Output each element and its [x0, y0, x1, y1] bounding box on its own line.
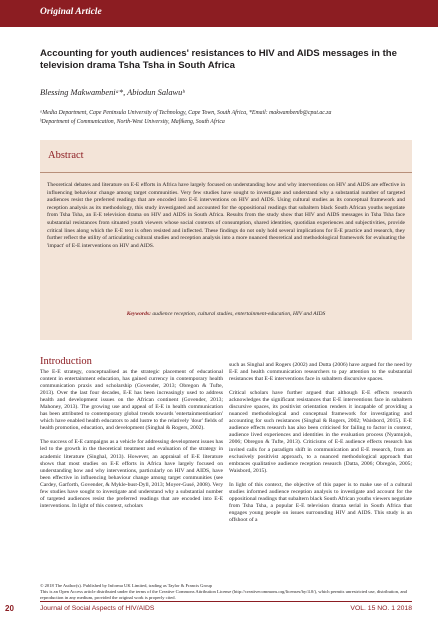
body-paragraph: Critical scholars have further argued that although E-E effects research acknowledges the significant resistances that E-E interventions face in subaltern discursive spaces, its positivist orientation renders it incapable of providing a nuanced methodological and conceptual framework for investigating and accounting for such resistances (Singhal & Rogers, 2002; Waisbord, 2015). E-E audience effects research has also been criticised for failing to factor in context, audience lived experiences and identities in the evaluation process (Nyamnjoh, 2006; Obregon & Tufte, 2013). Criticisms of E-E audience effects research has invited calls for a paradigm shift in communication and E-E research, from an exclusively positivist approach, to a nuanced methodological approach that embraces qualitative audience reception research (Datta, 2006; Obregón, 2005; Waisbord, 2015).: [229, 390, 412, 474]
abstract-body: Theoretical debates and literature on E-E efforts in Africa have largely focused on understanding how and why interventions on HIV and AIDS are effective in influencing behaviour change among target communities. Very few studies have sought to investigate and understand why a substantial number of targeted audiences resist the preferred readings that are encoded into E-E interventions on HIV and AIDS. Using cultural studies as its conceptual framework and reception analysis as its methodology, this study investigated and accounted for the oppositional readings that subaltern black South African youths negotiate from Tsha Tsha, an E-E television drama on HIV and AIDS in South Africa. Results from the study show that HIV and AIDS messages in Tsha Tsha face substantial resistances from situated youth viewers whose social contexts of consumption, shared identities, quotidian experiences and subjectivities, provide critical lines along which the E-E text is often resisted and inflected. These findings do not only hold several implications for E-E practice and research, they further reflect the utility of articulating cultural studies and reception analysis into a more nuanced theoretical and methodological framework for evaluating the 'impact' of E-E interventions on HIV and AIDS.: [47, 182, 405, 249]
introduction-heading: Introduction: [40, 356, 92, 367]
keywords-label: Keywords:: [126, 311, 151, 317]
footer-divider: [40, 601, 412, 602]
keywords-line: [40, 311, 412, 317]
body-paragraph: The E-E strategy, conceptualised as the strategic placement of educational content in entertainment education, has gained currency in contemporary health communication praxis and scholarship (Govender, 2013; Obregon & Tufte, 2013). Over the last four decades, E-E has been increasingly used to address health and development issues on the African continent (Govender, 2013; Mahoney, 2013). The growing use and appeal of E-E in health communication has been attributed to contemporary global trends towards 'entertainmentisation' which have enabled health educators to add lustre to the relatively 'dour' fields of health promotion, education, and development (Singhal & Rogers, 2002).: [40, 369, 223, 432]
body-paragraph: In light of this context, the objective of this paper is to make use of a cultural studies informed audience reception analysis to investigate and account for the oppositional readings that subaltern black South African youths viewers negotiate from Tsha Tsha, a popular E-E television drama serial in South Africa that engages young people on issues surrounding HIV and AIDS. This study is an offshoot of a: [229, 481, 412, 523]
body-column-left: [40, 356, 223, 517]
body-paragraph: The success of E-E campaigns as a vehicle for addressing development issues has led to the growth in the theoretical treatment and evaluation of the strategy in academic literature (Singhal, 2013). However, an appraisal of E-E literature shows that most studies on E-E efforts in Africa have largely focused on understanding how and why interventions, particularly on HIV and AIDS, have been effective in influencing behaviour change among target communities (see Cardey, Garforth, Govender, & Mykle-bust-Dyll, 2013; Moyer-Gusé, 2008). Very few studies have sought to investigate and understand why a substantial number of targeted audiences resist the preferred readings that are encoded into E-E interventions. In light of this context, scholars: [40, 439, 223, 509]
page-number: 20: [5, 604, 14, 613]
volume-info: VOL. 15 NO. 1 2018: [350, 605, 412, 612]
article-type-label: Original Article: [40, 7, 102, 17]
affiliation-a: ᵃMedia Department, Cape Peninsula University of Technology, Cape Town, South Africa, *Email: makwambenib@cput.ac.za: [40, 110, 332, 116]
abstract-divider: [40, 172, 412, 173]
copyright-line: © 2018 The Author(s). Published by Informa UK Limited, trading as Taylor & Francis Group: [40, 583, 212, 588]
affiliation-b: ᵇDepartment of Communication, North-West University, Mafikeng, South Africa: [40, 119, 225, 125]
open-access-statement: This is an Open Access article distributed under the terms of the Creative Commons Attribution License (http://creativecommons.org/licenses/by/4.0/), which permits unrestricted use, distribution, and reproduction in any medium, provided the original work is properly cited.: [40, 588, 407, 600]
article-type-band: [0, 0, 438, 27]
author-list: Blessing Makwambeniᵃ*, Abiodun Salawuᵇ: [40, 88, 185, 97]
body-paragraph: such as Singhal and Rogers (2002) and Dutta (2006) have argued for the need by E-E and health communication researchers to pay attention to the substantial resistances that E-E interventions face in subaltern discursive spaces.: [229, 362, 412, 383]
abstract-heading: Abstract: [48, 150, 84, 161]
keywords-text: audience reception, cultural studies, entertainment-education, HIV and AIDS: [152, 311, 326, 317]
article-title: Accounting for youth audiences' resistances to HIV and AIDS messages in the television drama Tsha Tsha in South Africa: [40, 48, 397, 71]
license-note: [40, 583, 412, 601]
journal-name: Journal of Social Aspects of HIV/AIDS: [40, 605, 155, 612]
body-column-right: [229, 362, 412, 531]
